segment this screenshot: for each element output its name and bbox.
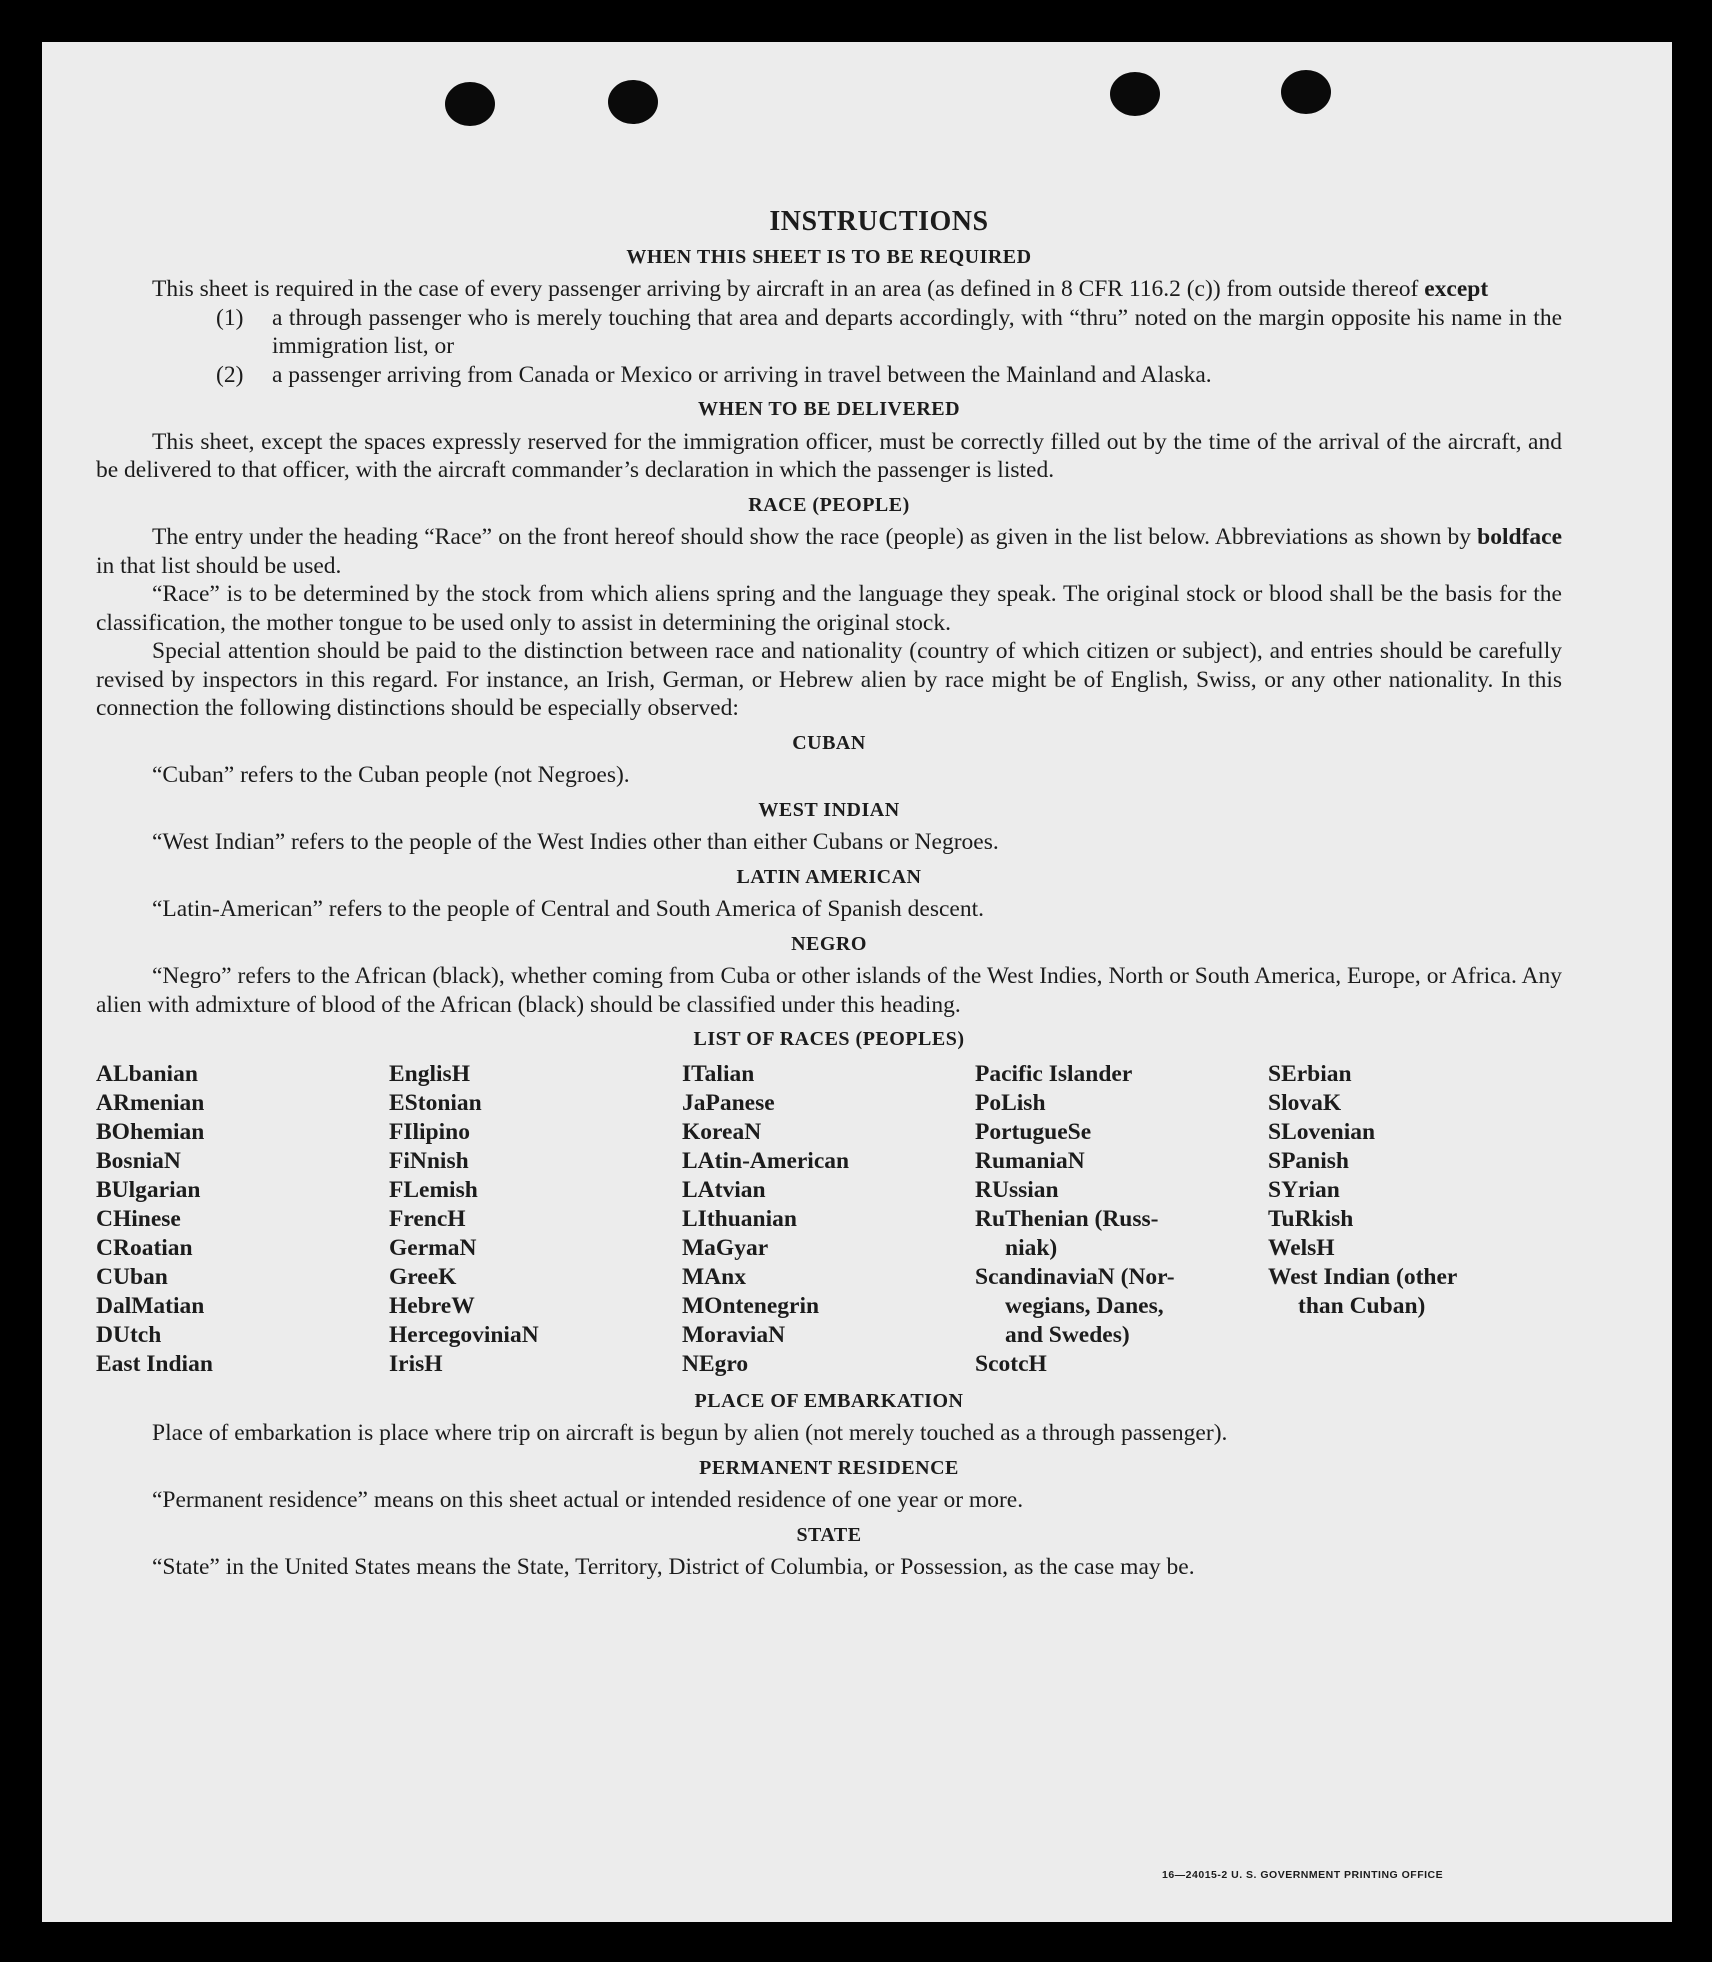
race-item: GreeK bbox=[389, 1263, 457, 1290]
section-heading: STATE bbox=[796, 1523, 862, 1546]
race-item: DUtch bbox=[96, 1321, 162, 1348]
race-item: WelsH bbox=[1268, 1234, 1335, 1261]
paragraph: “West Indian” refers to the people of the West Indies other than either Cubans or Negroes. bbox=[152, 829, 999, 855]
race-item: FiNnish bbox=[389, 1147, 469, 1174]
punch-hole bbox=[1281, 70, 1331, 114]
paragraph-text: The entry under the heading “Race” on the front hereof should show the race (people) as given in the list below. Abbreviations as shown by bbox=[152, 524, 1471, 550]
race-item: CRoatian bbox=[96, 1234, 193, 1261]
paragraph: “State” in the United States means the State, Territory, District of Columbia, or Possession, as the case may be. bbox=[152, 1554, 1195, 1580]
paragraph: Special attention should be paid to the distinction between race and nationality (country of which citizen or subject), and entries should be carefully revised by inspectors in this regard. For instance, an Irish, German, or Hebrew alien by race might be of English, Swiss, or any other nationality. In this connection the following distinctions should be especially observed: bbox=[96, 638, 1562, 721]
race-item: JaPanese bbox=[682, 1089, 775, 1116]
paragraph: “Race” is to be determined by the stock from which aliens spring and the language they speak. The original stock or blood shall be the basis for the classification, the mother tongue to be used only to assist in determining the original stock. bbox=[96, 581, 1562, 636]
race-item: FIlipino bbox=[389, 1118, 470, 1145]
paragraph: This sheet, except the spaces expressly reserved for the immigration officer, must be correctly filled out by the time of the arrival of the aircraft, and be delivered to that officer, with the aircraft commander’s declaration in which the passenger is listed. bbox=[96, 428, 1562, 483]
paragraph: “Latin-American” refers to the people of Central and South America of Spanish descent. bbox=[152, 896, 985, 922]
race-column bbox=[96, 1060, 389, 1379]
race-item: ScotcH bbox=[975, 1350, 1047, 1377]
race-item: East Indian bbox=[96, 1350, 213, 1377]
race-item: RuThenian (Russ- bbox=[975, 1205, 1159, 1232]
race-item: LAtvian bbox=[682, 1176, 766, 1203]
emphasis-text: except bbox=[1424, 276, 1489, 302]
instructions-body bbox=[96, 160, 1562, 1582]
race-item: MOntenegrin bbox=[682, 1292, 820, 1319]
paragraph: “Permanent residence” means on this sheet actual or intended residence of one year or more. bbox=[152, 1487, 1024, 1513]
emphasis-text: boldface bbox=[1477, 524, 1563, 550]
race-item: BUlgarian bbox=[96, 1176, 201, 1203]
punch-hole bbox=[445, 82, 495, 126]
paragraph: “Negro” refers to the African (black), whether coming from Cuba or other islands of the West Indies, North or South America, Europe, or Africa. Any alien with admixture of blood of the African (black) should be classified under this heading. bbox=[96, 963, 1562, 1018]
list-text: a passenger arriving from Canada or Mexico or arriving in travel between the Mainland and Alaska. bbox=[272, 361, 1212, 388]
race-item: SErbian bbox=[1268, 1060, 1352, 1087]
race-item: wegians, Danes, bbox=[1005, 1292, 1164, 1319]
section-heading: PLACE OF EMBARKATION bbox=[694, 1389, 964, 1412]
race-item: LAtin-American bbox=[682, 1147, 850, 1174]
race-item: West Indian (other bbox=[1268, 1263, 1458, 1290]
race-item: RUssian bbox=[975, 1176, 1059, 1203]
section-heading: WHEN THIS SHEET IS TO BE REQUIRED bbox=[626, 245, 1032, 268]
race-item: BosniaN bbox=[96, 1147, 181, 1174]
list-text: a through passenger who is merely touching that area and departs accordingly, with “thru” noted on the margin opposite his name in the immigration list, or bbox=[272, 304, 1562, 359]
race-item: EStonian bbox=[389, 1089, 482, 1116]
race-item: SPanish bbox=[1268, 1147, 1349, 1174]
race-item: ITalian bbox=[682, 1060, 755, 1087]
race-item: ScandinaviaN (Nor- bbox=[975, 1263, 1175, 1290]
list-number: (2) bbox=[216, 361, 244, 388]
race-item: SlovaK bbox=[1268, 1089, 1342, 1116]
race-item: PortugueSe bbox=[975, 1118, 1092, 1145]
race-item: RumaniaN bbox=[975, 1147, 1085, 1174]
race-item: CUban bbox=[96, 1263, 168, 1290]
document-sheet bbox=[42, 42, 1672, 1922]
race-item: MAnx bbox=[682, 1263, 746, 1290]
race-item: ALbanian bbox=[96, 1060, 198, 1087]
race-list bbox=[96, 1060, 1562, 1379]
race-item: DalMatian bbox=[96, 1292, 205, 1319]
section-heading: CUBAN bbox=[792, 731, 866, 754]
paragraph-text: This sheet is required in the case of every passenger arriving by aircraft in an area (as defined in 8 CFR 116.2 (c)) from outside thereof bbox=[152, 276, 1419, 302]
race-item: and Swedes) bbox=[1005, 1321, 1130, 1348]
section-heading: NEGRO bbox=[791, 932, 867, 955]
section-heading: RACE (PEOPLE) bbox=[748, 493, 910, 516]
section-heading: WHEN TO BE DELIVERED bbox=[697, 398, 961, 420]
printer-imprint: 16—24015-2 U. S. GOVERNMENT PRINTING OFFICE bbox=[1162, 1869, 1444, 1881]
section-heading: LIST OF RACES (PEOPLES) bbox=[693, 1028, 965, 1050]
paragraph: Place of embarkation is place where trip on aircraft is begun by alien (not merely touched as a through passenger). bbox=[152, 1420, 1228, 1446]
race-item: FrencH bbox=[389, 1205, 466, 1232]
race-item: HebreW bbox=[389, 1292, 475, 1319]
punch-hole bbox=[608, 80, 658, 124]
race-item: ARmenian bbox=[96, 1089, 205, 1116]
paragraph bbox=[96, 275, 1562, 304]
page-title: INSTRUCTIONS bbox=[769, 206, 989, 237]
race-item: GermaN bbox=[389, 1234, 477, 1261]
list-item bbox=[216, 304, 1562, 361]
race-item: SYrian bbox=[1268, 1176, 1340, 1203]
race-item: CHinese bbox=[96, 1205, 181, 1232]
race-item: Pacific Islander bbox=[975, 1060, 1133, 1087]
race-item: HercegoviniaN bbox=[389, 1321, 539, 1348]
paragraph bbox=[96, 523, 1562, 580]
race-item: FLemish bbox=[389, 1176, 478, 1203]
race-item: LIthuanian bbox=[682, 1205, 797, 1232]
race-column bbox=[389, 1060, 682, 1379]
section-heading: PERMANENT RESIDENCE bbox=[699, 1456, 959, 1479]
race-column bbox=[1268, 1060, 1561, 1379]
race-column bbox=[975, 1060, 1268, 1379]
race-item: than Cuban) bbox=[1298, 1292, 1426, 1319]
race-item: KoreaN bbox=[682, 1118, 762, 1145]
race-item: BOhemian bbox=[96, 1118, 205, 1145]
race-item: PoLish bbox=[975, 1089, 1046, 1116]
race-column bbox=[682, 1060, 975, 1379]
list-item bbox=[216, 361, 1562, 390]
race-item: EnglisH bbox=[389, 1060, 470, 1087]
paragraph-text: in that list should be used. bbox=[96, 552, 342, 579]
race-item: IrisH bbox=[389, 1350, 443, 1377]
section-heading: WEST INDIAN bbox=[758, 798, 900, 821]
punch-hole bbox=[1110, 72, 1160, 116]
race-item: MoraviaN bbox=[682, 1321, 786, 1348]
race-item: SLovenian bbox=[1268, 1118, 1376, 1145]
race-item: NEgro bbox=[682, 1350, 749, 1377]
list-number: (1) bbox=[216, 304, 244, 331]
race-item: MaGyar bbox=[682, 1234, 769, 1261]
paragraph: “Cuban” refers to the Cuban people (not Negroes). bbox=[152, 762, 630, 788]
race-item: TuRkish bbox=[1268, 1205, 1354, 1232]
race-item: niak) bbox=[1005, 1234, 1058, 1261]
section-heading: LATIN AMERICAN bbox=[736, 865, 922, 888]
